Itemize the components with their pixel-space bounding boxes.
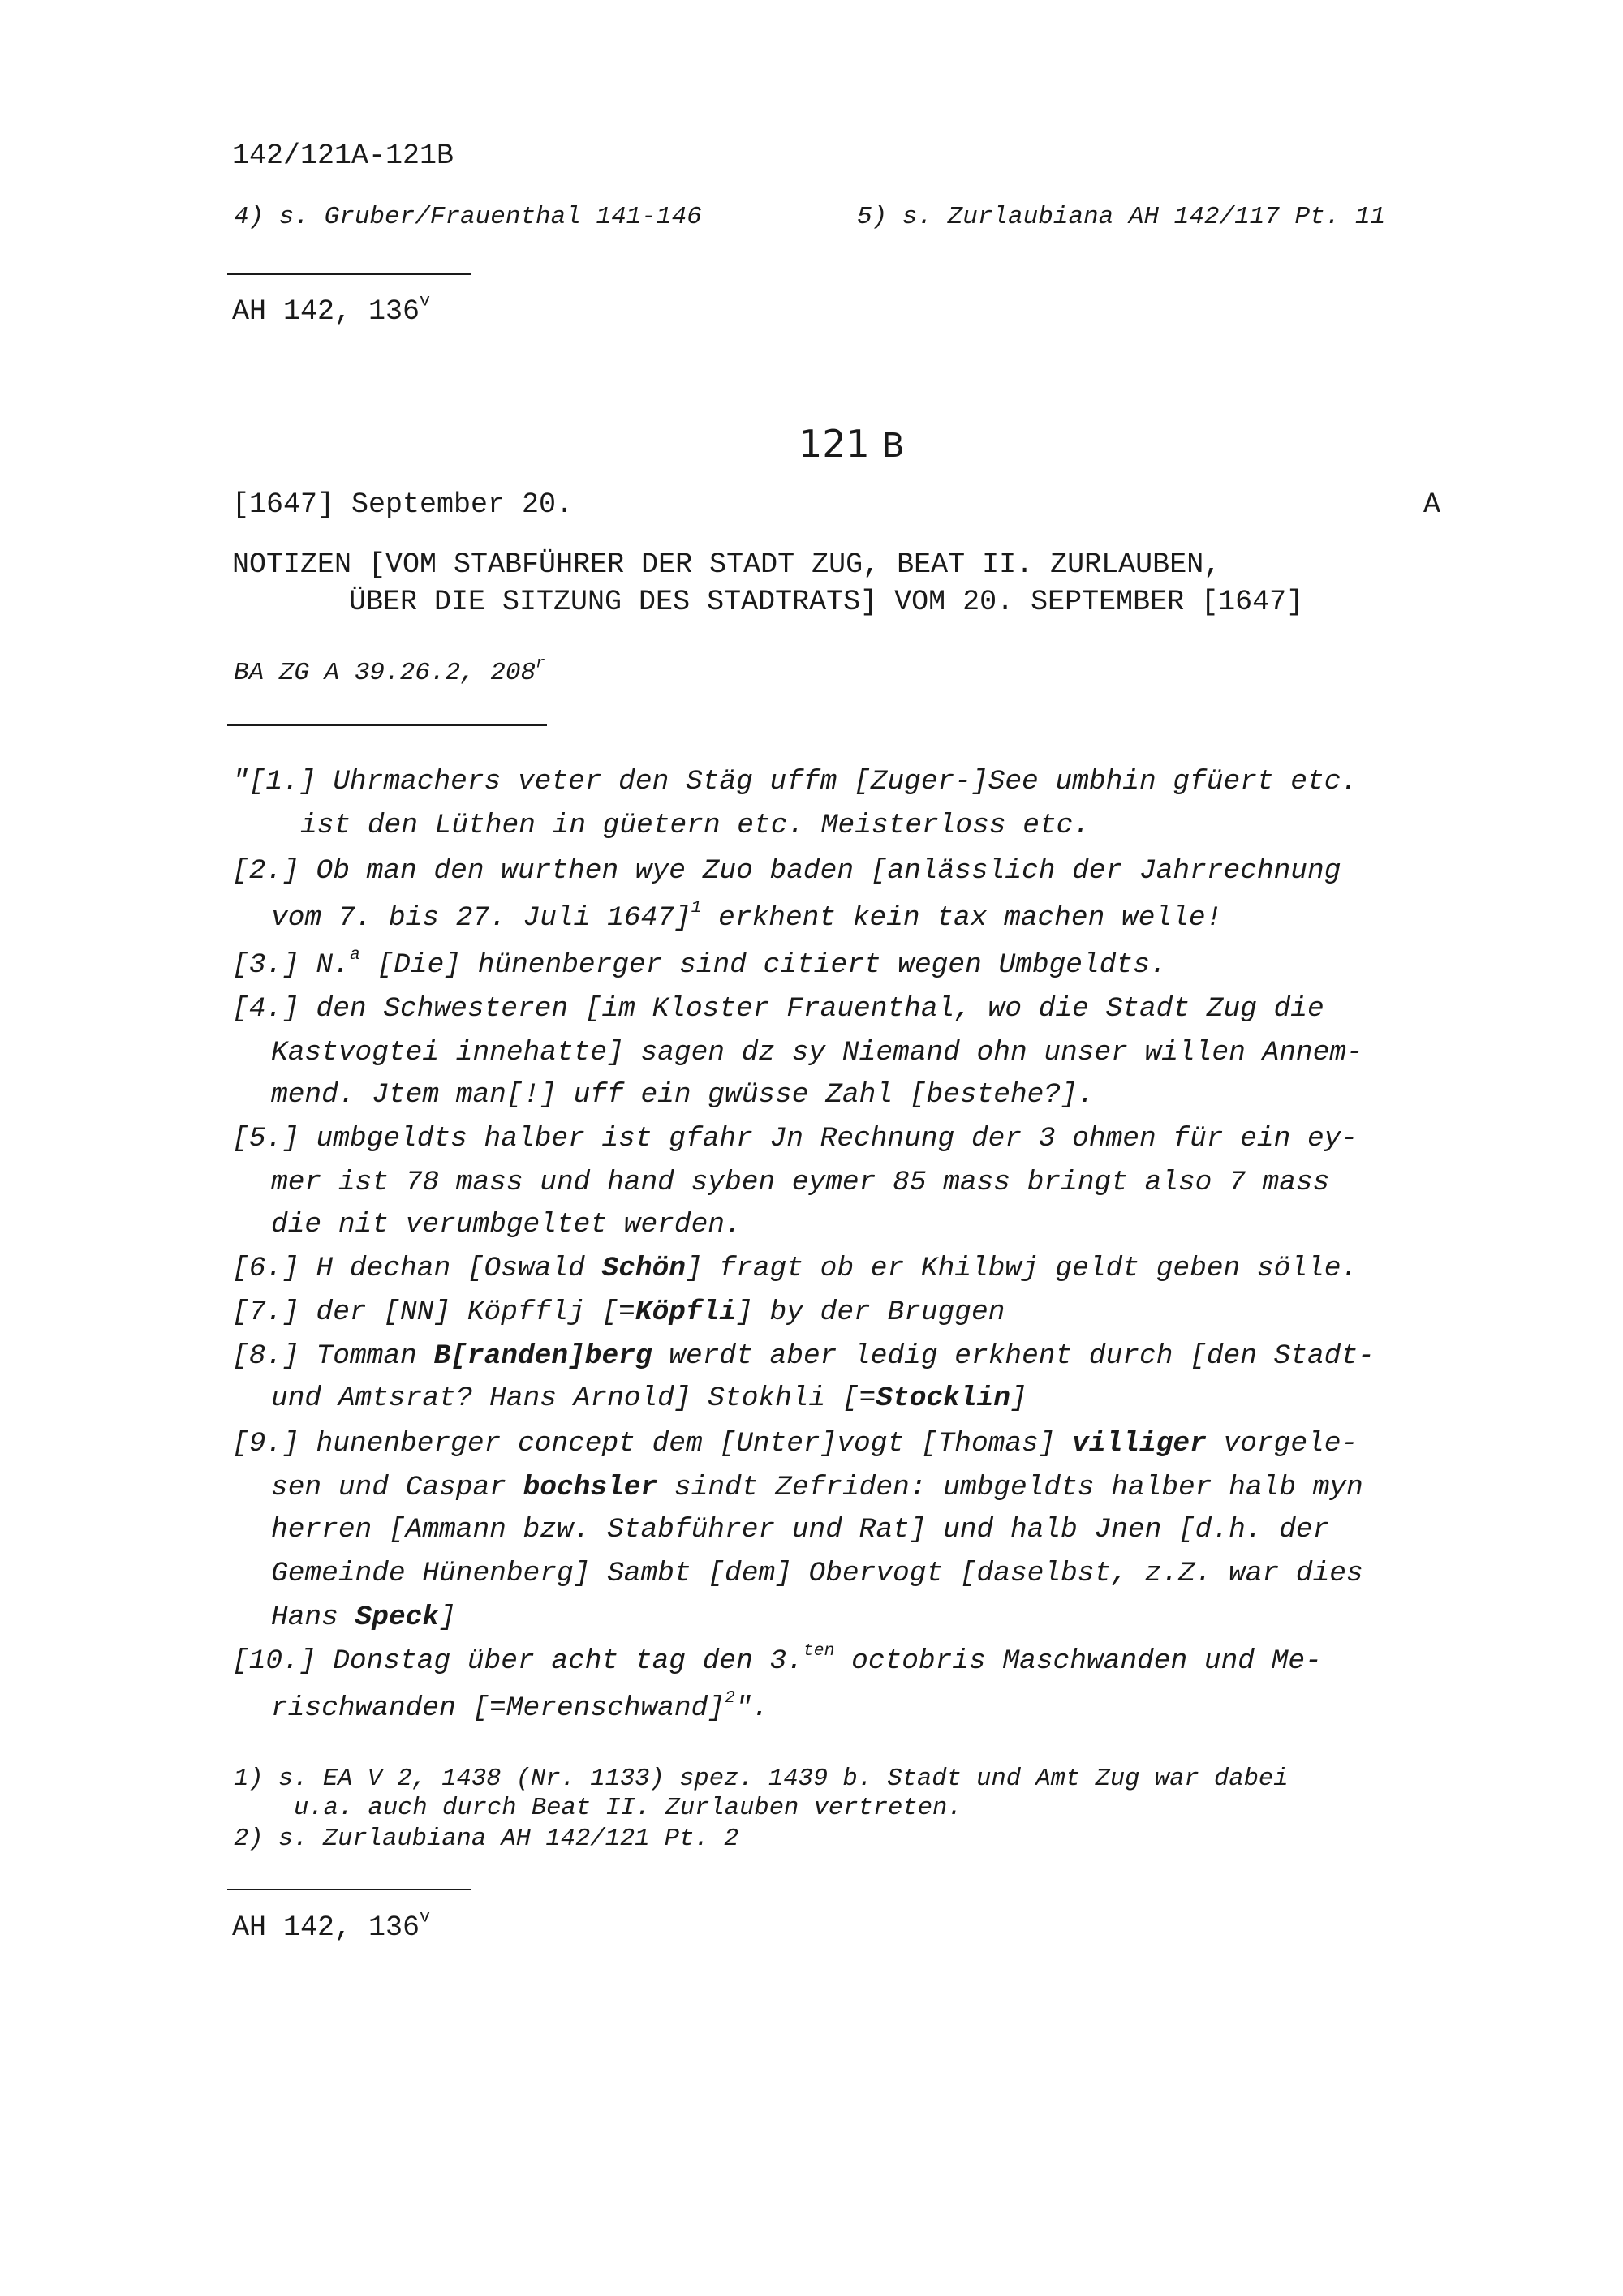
document-page: 142/121A-121B 4) s. Gruber/Frauenthal 141-146 5) s. Zurlaubiana AH 142/117 Pt. 11 AH 142, 136$^v$ 121 B [1647] September 20. A NOTIZEN [VOM STABFÜHRER DER STADT ZUG, BEAT II. ZURLAUBEN, ÜBER DIE SITZUNG DES STADTRATS] VOM 20. SEPTEMBER [1647] BA ZG A 39.26.2, 208$^r$ "[1.] Uhrmachers veter den Stäg uffm [Zuger-]See umbhin gfüert etc. ist den Lüthen in güetern etc. Meisterloss etc. [2.] Ob man den wurthen wye Zuo baden [anlässlich der Jahrrechnung vom 7. bis 27. Juli 1647]$^1$ erkhent kein tax machen welle! [3.] N.$^a$ [Die] hünenberger sind citiert wegen Umbgeldts. [4.] den Schwesteren [im Kloster Frauenthal, wo die Stadt Zug die Kastvogtei innehatte] sagen dz sy Niemand ohn unser willen Annem- mend. Jtem man[!] uff ein gwüsse Zahl [bestehe?]. [5.] umbgeldts halber ist gfahr Jn Rechnung der 3 ohmen für ein ey- mer ist 78 mass und hand syben eymer 85 mass bringt also 7 mass die nit verumbgeltet werden. [6.] H dechan [Oswald Schön] fragt ob er Khilbwj geldt geben sölle. [7.] der [NN] Köpfflj [=Köpfli] by der Bruggen [8.] Tomman B[randen]berg werdt aber ledig erkhent durch [den Stadt- und Amtsrat? Hans Arnold] Stokhli [=Stocklin] [9.] hunenberger concept dem [Unter]vogt [Thomas] villiger vorgele- sen und Caspar bochsler sindt Zefriden: umbgeldts halber halb myn herren [Ammann bzw. Stabführer und Rat] und halb Jnen [d.h. der Gemeinde Hünenberg] Sambt [dem] Obervogt [daselbst, z.Z. war dies Hans Speck] [10.] Donstag über acht tag den 3.$^{ten}$ octobris Maschwanden und Me- rischwanden [=Merenschwand]$^2$". 1) s. EA V 2, 1438 (Nr. 1133) spez. 1439 b. Stadt und Amt Zug war dabei u.a. auch durch Beat II. Zurlauben vertreten. 2) s. Zurlaubiana AH 142/121 Pt. 2 AH 142, 136$^v$ xyxy=(0,0,1623,2296)
entry-number: 121 B xyxy=(799,422,905,466)
entry-date: [1647] September 20. xyxy=(232,488,574,521)
name-highlight: Köpfli xyxy=(635,1296,737,1328)
footer-source-reference: AH 142, 136$^v$ xyxy=(232,1907,431,1944)
name-highlight: Schön xyxy=(601,1253,687,1284)
divider-line xyxy=(227,724,547,726)
note-5: 5) s. Zurlaubiana AH 142/117 Pt. 11 xyxy=(857,203,1386,231)
divider-line xyxy=(227,273,471,275)
footnote-2: 2) s. Zurlaubiana AH 142/121 Pt. 2 xyxy=(234,1825,739,1853)
name-highlight: B[randen]berg xyxy=(433,1340,652,1372)
entry-title-line-2: ÜBER DIE SITZUNG DES STADTRATS] VOM 20. SEPTEMBER [1647] xyxy=(349,586,1304,618)
name-highlight: Stocklin xyxy=(876,1382,1010,1414)
name-highlight: villiger xyxy=(1072,1428,1207,1460)
note-4: 4) s. Gruber/Frauenthal 141-146 xyxy=(234,203,702,231)
footnote-1-line-2: u.a. auch durch Beat II. Zurlauben vertreten. xyxy=(294,1795,962,1822)
name-highlight: Speck xyxy=(355,1602,440,1633)
entry-title-line-1: NOTIZEN [VOM STABFÜHRER DER STADT ZUG, BEAT II. ZURLAUBEN, xyxy=(232,548,1221,581)
divider-line xyxy=(227,1889,471,1890)
page-reference: 142/121A-121B xyxy=(232,140,454,172)
archive-reference: BA ZG A 39.26.2, 208$^r$ xyxy=(234,654,545,687)
name-highlight: bochsler xyxy=(523,1472,658,1503)
source-reference: AH 142, 136$^v$ xyxy=(232,290,431,328)
footnote-1-line-1: 1) s. EA V 2, 1438 (Nr. 1133) spez. 1439 b. Stadt und Amt Zug war dabei xyxy=(234,1765,1289,1793)
entry-marker: A xyxy=(1423,488,1441,521)
